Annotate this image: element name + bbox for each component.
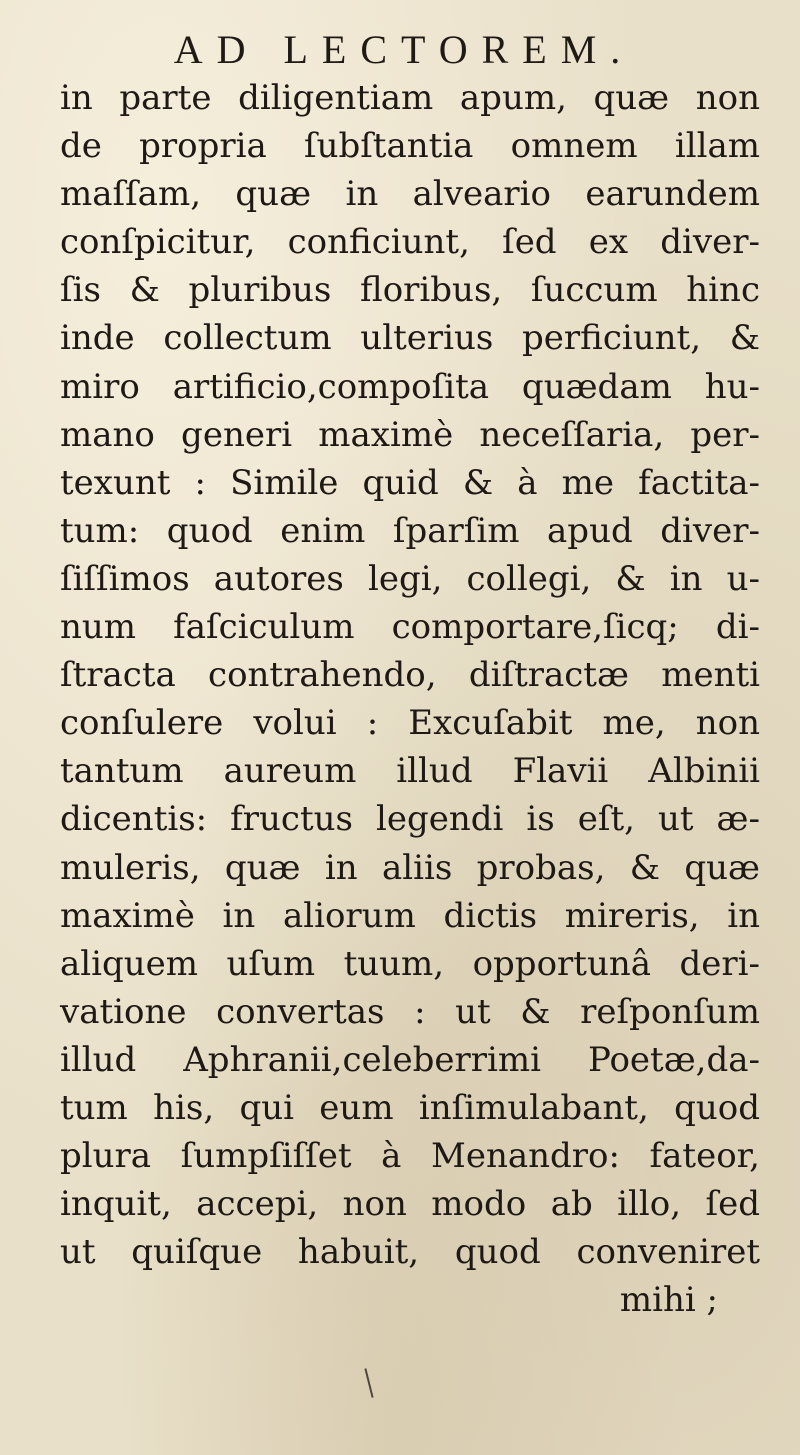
text-line: vatione convertas : ut & reſponſum <box>60 991 760 1032</box>
text-line: muleris, quæ in aliis probas, & quæ <box>60 847 760 888</box>
text-line: ſiſſimos autores legi, collegi, & in u- <box>60 558 760 599</box>
catchword: mihi ; <box>619 1280 718 1321</box>
text-line: dicentis: fructus legendi is eſt, ut æ- <box>60 799 760 840</box>
text-line: plura ſumpſiſſet à Menandro: fateor, <box>60 1136 760 1177</box>
text-line: ut quiſque habuit, quod conveniret <box>60 1232 760 1273</box>
text-line: illud Aphranii,celeberrimi Poetæ,da- <box>60 1039 760 1080</box>
text-line: texunt : Simile quid & à me factita- <box>60 462 760 503</box>
body-text <box>60 74 760 1324</box>
text-line: ſis & pluribus floribus, ſuccum hinc <box>60 270 760 311</box>
text-line: conſulere volui : Excuſabit me, non <box>60 703 760 744</box>
text-line: maximè in aliorum dictis mireris, in <box>60 895 760 936</box>
text-line: maſſam, quæ in alveario earundem <box>60 174 760 215</box>
text-line: conſpicitur, conficiunt, ſed ex diver- <box>60 222 760 263</box>
text-line: inquit, accepi, non modo ab illo, ſed <box>60 1184 760 1225</box>
text-line: in parte diligentiam apum, quæ non <box>60 78 760 118</box>
text-line: aliquem uſum tuum, opportunâ deri- <box>60 943 760 984</box>
text-line: tum: quod enim ſparſim apud diver- <box>60 510 760 551</box>
text-line: tum his, qui eum inſimulabant, quod <box>60 1087 760 1128</box>
text-line: num faſciculum comportare,ſicq; di- <box>60 607 760 648</box>
text-line: inde collectum ulterius perficiunt, & <box>60 318 760 359</box>
text-line: mano generi maximè neceſſaria, per- <box>60 414 760 455</box>
text-line: miro artificio,compoſita quædam hu- <box>60 366 760 407</box>
ink-mark <box>364 1368 373 1398</box>
running-head: AD LECTOREM. <box>173 27 635 72</box>
text-line: ſtracta contrahendo, diſtractæ menti <box>60 655 760 696</box>
text-line: tantum aureum illud Flavii Albinii <box>60 751 760 792</box>
text-line: de propria ſubſtantia omnem illam <box>60 126 760 167</box>
